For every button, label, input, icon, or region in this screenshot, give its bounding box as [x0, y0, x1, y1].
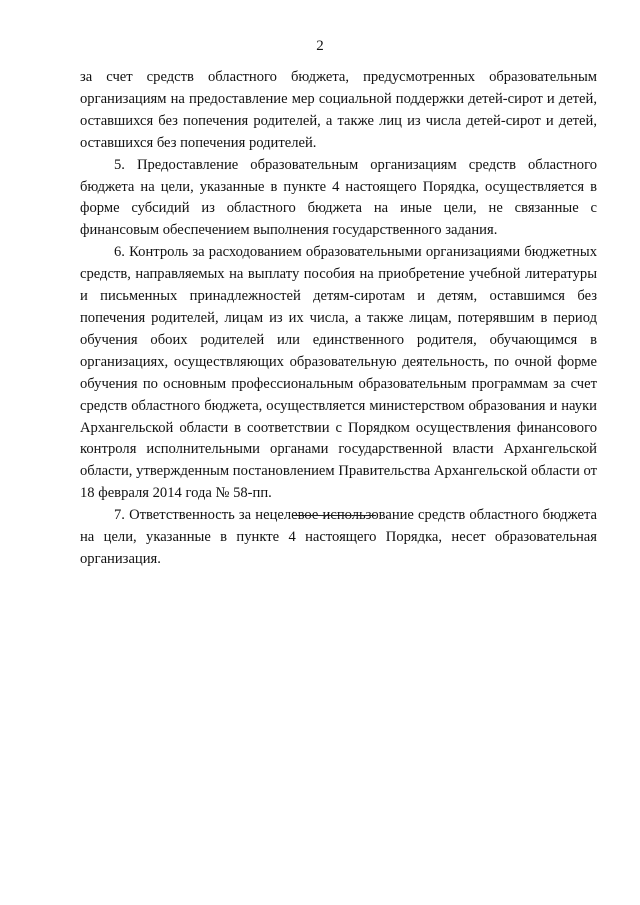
paragraph-continuation: за счет средств областного бюджета, предусмотренных образовательным организациям на предоставление мер социальной поддержки детей-сирот и детей, оставшихся без попечения родителей, а также лиц из числа детей-сирот и детей, оставшихся без попечения родителей. — [80, 69, 597, 151]
end-separator-line — [292, 515, 376, 516]
paragraph-item-7: 7. Ответственность за нецелевое использование средств областного бюджета на цели, указанные в пункте 4 настоящего Порядка, несет образовательная организация. — [80, 507, 597, 567]
paragraph-item-5: 5. Предоставление образовательным организациям средств областного бюджета на цели, указанные в пункте 4 настоящего Порядка, осуществляется в форме субсидий из областного бюджета на иные цели, не связанные с финансовым обеспечением выполнения государственного задания. — [80, 156, 597, 239]
page-number: 2 — [316, 38, 324, 54]
paragraph-item-6: 6. Контроль за расходованием образовательными организациями бюджетных средств, направляемых на выплату пособия на приобретение учебной литературы и письменных принадлежностей детям-сиротам и детям, оставшимся без попечения родителей, лицам из их числа, а также лицам, потерявшим в период обучения обоих родителей или единственного родителя, обучающимся в организациях, осуществляющих образовательную деятельность, по очной форме обучения по основным профессиональным образовательным программам за счет средств областного бюджета, осуществляется министерством образования и науки Архангельской области в соответствии с Порядком осуществления финансового контроля исполнительными органами государственной власти Архангельской области, утвержденным постановлением Правительства Архангельской области от 18 февраля 2014 года № 58-пп. — [80, 244, 597, 502]
document-body — [80, 67, 597, 571]
